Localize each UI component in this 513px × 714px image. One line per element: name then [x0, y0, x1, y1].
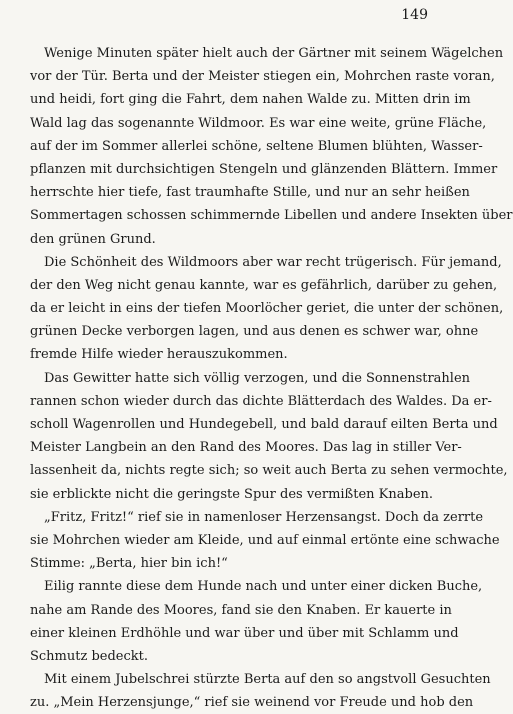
text-line: Wald lag das sogenannte Wildmoor. Es war eine weite, grüne Fläche,	[30, 115, 487, 131]
text-line: Mit einem Jubelschrei stürzte Berta auf den so angstvoll Gesuchten	[44, 672, 491, 688]
paragraph	[30, 367, 508, 506]
paragraph	[30, 668, 491, 714]
text-line: der den Weg nicht genau kannte, war es gefährlich, darüber zu gehen,	[30, 277, 498, 293]
text-line: einer kleinen Erdhöhle und war über und über mit Schlamm und	[30, 625, 459, 641]
text-line: zu. „Mein Herzensjunge,“ rief sie weinend vor Freude und hob den	[30, 695, 474, 711]
text-line: grünen Decke verborgen lagen, und aus denen es schwer war, ohne	[30, 324, 479, 340]
text-line: Wenige Minuten später hielt auch der Gärtner mit seinem Wägelchen	[44, 46, 504, 61]
text-line: fremde Hilfe wieder herauszukommen.	[30, 347, 288, 363]
text-line: sie erblickte nicht die geringste Spur des vermißten Knaben.	[30, 486, 434, 502]
text-line: scholl Wagenrollen und Hundegebell, und bald darauf eilten Berta und	[30, 417, 498, 432]
text-line: Meister Langbein an den Rand des Moores. Das lag in stiller Ver-	[30, 440, 462, 456]
text-line: rannen schon wieder durch das dichte Blätterdach des Waldes. Da er-	[30, 393, 492, 409]
body-text	[30, 42, 513, 714]
text-line: da er leicht in eins der tiefen Moorlöcher geriet, die unter der schönen,	[30, 301, 504, 317]
text-line: Stimme: „Berta, hier bin ich!“	[30, 556, 228, 572]
text-line: Das Gewitter hatte sich völlig verzogen, und die Sonnenstrahlen	[44, 370, 471, 386]
paragraph	[30, 506, 500, 576]
text-line: auf der im Sommer allerlei schöne, seltene Blumen blühten, Wasser-	[30, 138, 483, 154]
text-line: lassenheit da, nichts regte sich; so weit auch Berta zu sehen vermochte,	[30, 463, 508, 479]
text-line: herrschte hier tiefe, fast traumhafte Stille, und nur an sehr heißen	[30, 185, 470, 201]
paragraph	[30, 42, 513, 251]
text-line: Schmutz bedeckt.	[30, 648, 149, 664]
paragraph	[30, 575, 483, 668]
text-line: Eilig rannte diese dem Hunde nach und unter einer dicken Buche,	[44, 579, 483, 595]
text-line: Die Schönheit des Wildmoors aber war recht trügerisch. Für jemand,	[44, 254, 502, 270]
text-line: sie Mohrchen wieder am Kleide, und auf einmal ertönte eine schwache	[30, 532, 500, 548]
text-line: und heidi, fort ging die Fahrt, dem nahen Walde zu. Mitten drin im	[30, 92, 471, 108]
text-line: „Fritz, Fritz!“ rief sie in namenloser Herzensangst. Doch da zerrte	[44, 509, 484, 525]
text-line: den grünen Grund.	[30, 231, 156, 247]
text-line: pflanzen mit durchsichtigen Stengeln und glänzenden Blättern. Immer	[30, 161, 498, 177]
text-line: Sommertagen schossen schimmernde Libellen und andere Insekten über	[30, 208, 513, 224]
paragraph	[30, 251, 504, 367]
text-line: vor der Tür. Berta und der Meister stiegen ein, Mohrchen raste voran,	[30, 69, 495, 85]
page-number: 149	[401, 7, 428, 23]
text-line: nahe am Rande des Moores, fand sie den Knaben. Er kauerte in	[30, 602, 452, 618]
